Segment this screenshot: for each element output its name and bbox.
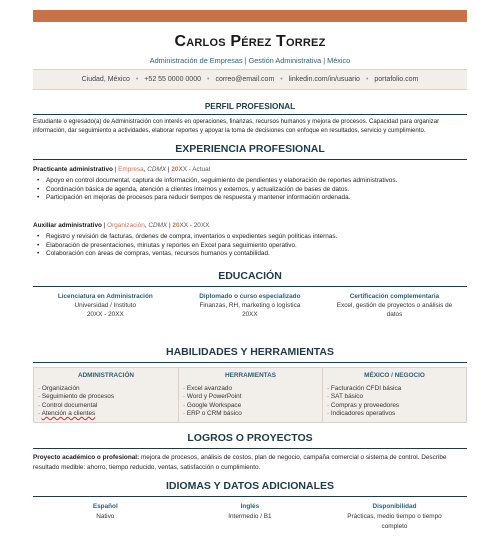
job-year-prefix: 20 [172, 222, 180, 229]
skills-column-heading: HERRAMIENTAS [224, 372, 276, 379]
contact-bar [33, 69, 467, 90]
contact-separator: • [135, 76, 139, 83]
job-dates: XX - 20XX [179, 222, 210, 229]
skill-item: · Indicadores operativos [327, 410, 396, 417]
projects-text-block [33, 453, 467, 472]
education-title: Licenciatura en Administración [57, 293, 153, 300]
language-detail: Intermedio / B1 [228, 513, 272, 520]
contact-phone[interactable]: +52 55 0000 0000 [144, 76, 201, 83]
bullet-text: Participación en mejoras de procesos para reducir tiempos de respuesta y mantener información ordenada. [46, 194, 351, 201]
bullet-dot: • [37, 241, 40, 249]
profile-rule [33, 114, 467, 115]
contact-separator: • [365, 76, 369, 83]
job-separator: | [114, 166, 119, 173]
skill-item: · Facturación CFDI básica [327, 384, 402, 392]
skill-item: · Seguimiento de procesos [38, 393, 115, 400]
skill-item: · Google Workspace [183, 401, 242, 409]
job-separator: | [168, 222, 173, 229]
candidate-subtitle: Administración de Empresas | Gestión Administrativa | México [149, 56, 351, 65]
top-accent-bar [33, 10, 467, 22]
job-dates: XX - Actual [178, 166, 211, 173]
projects-rule [33, 448, 467, 449]
job-bullet [33, 242, 467, 251]
job-company: Organización [107, 222, 145, 229]
education-item [322, 293, 467, 319]
projects-label: Proyecto académico o profesional: [33, 454, 140, 461]
job-bullet [33, 233, 467, 242]
job-bullet [33, 194, 467, 203]
skills-column [34, 368, 178, 422]
education-list [33, 293, 467, 319]
job-bullet [33, 177, 467, 186]
languages-list [33, 502, 467, 532]
skills-heading: HABILIDADES Y HERRAMIENTAS [165, 346, 334, 358]
education-item [33, 293, 178, 319]
education-title: Diplomado o curso especializado [199, 293, 301, 300]
contact-portfolio[interactable]: portafolio.com [374, 76, 419, 83]
job-location: CDMX [148, 222, 168, 229]
bullet-text: Colaboración con áreas de compras, ventas, recursos humanos y contabilidad. [46, 250, 270, 257]
profile-heading: PERFIL PROFESIONAL [204, 102, 296, 111]
job-role: Auxiliar administrativo [33, 222, 102, 229]
skills-rule [33, 362, 467, 363]
projects-text: mejora de procesos, análisis de costos, plan de negocio, campaña comercial o sistema de control. Describe resultado medible: ahorro, tiempo reducido, ventas, satisfacción o cumplimiento. [33, 454, 447, 471]
job-separator: | [103, 222, 108, 229]
bullet-dot: • [37, 233, 40, 240]
language-detail: Nativo [96, 513, 115, 520]
language-item [178, 502, 323, 532]
contact-separator: • [206, 76, 210, 83]
language-title: Disponibilidad [372, 503, 417, 510]
education-detail: Universidad / Instituto [74, 301, 137, 309]
skill-item: · ERP o CRM básico [183, 410, 242, 417]
profile-text: Estudiante o egresado(a) de Administración con interés en operaciones, finanzas, recursos humanos y mejora de procesos. Capacidad para organizar información, dar seguimiento a actividades, elaborar reportes y apoyar la toma de decisiones con enfoque en resultados, servicio y cumplimiento. [33, 118, 440, 134]
bullet-text: Elaboración de presentaciones, minutas y reportes en Excel para seguimiento operativo. [46, 241, 297, 249]
language-item [33, 502, 178, 532]
bullet-dot: • [37, 177, 40, 184]
contact-linkedin[interactable]: linkedin.com/in/usuario [288, 76, 360, 83]
contact-separator: • [280, 76, 283, 83]
job-role: Practicante administrativo [33, 166, 113, 173]
language-detail: completo [381, 523, 408, 530]
skill-item: · Compras y proveedores [327, 401, 400, 409]
languages-rule [33, 496, 467, 497]
education-detail: datos [386, 310, 403, 318]
skill-item: · Atención a clientes [38, 410, 96, 417]
skills-column-heading: ADMINISTRACIÓN [77, 372, 135, 379]
contact-email[interactable]: correo@email.com [215, 76, 275, 83]
job-header [33, 166, 467, 173]
skill-item: · Excel avanzado [183, 384, 233, 392]
bullet-dot: • [37, 185, 40, 193]
job-location: CDMX [147, 166, 167, 173]
languages-heading: IDIOMAS Y DATOS ADICIONALES [165, 480, 335, 492]
skills-column [322, 368, 466, 422]
language-detail: Prácticas, medio tiempo o tiempo [347, 513, 442, 520]
job-bullets [33, 177, 467, 203]
education-item [178, 293, 323, 319]
candidate-name: Carlos Pérez Torrez [174, 33, 326, 50]
education-heading: EDUCACIÓN [218, 270, 282, 282]
skills-column [178, 368, 322, 422]
education-rule [33, 286, 467, 287]
job-separator: | [167, 166, 172, 173]
contact-location: Ciudad, México [81, 76, 130, 83]
experience-heading: EXPERIENCIA PROFESIONAL [175, 143, 325, 155]
bullet-text: Coordinación básica de agenda, atención a clientes internos y externos, y actualización de bases de datos. [46, 185, 350, 193]
job-comma: , [143, 166, 148, 173]
skills-panel [33, 367, 467, 423]
job-bullet [33, 186, 467, 195]
projects-heading: LOGROS O PROYECTOS [187, 432, 313, 444]
bullet-dot: • [37, 194, 40, 201]
job-comma: , [144, 222, 149, 229]
job-company: Empresa [118, 166, 144, 173]
language-item [322, 502, 467, 532]
bullet-dot: • [37, 250, 40, 257]
education-detail: Excel, gestión de proyectos o análisis de [336, 301, 453, 309]
bullet-text: Apoyo en control documental, captura de información, seguimiento de pendientes y elaboración de reportes administrativos. [46, 177, 398, 184]
skill-item: · Control documental [38, 401, 98, 409]
job-header [33, 222, 467, 229]
skill-item: · Word y PowerPoint [183, 393, 242, 400]
language-title: Español [92, 503, 118, 510]
bullet-text: Registro y revisión de facturas, órdenes de compra, inventarios o expedientes según políticas internas. [46, 233, 338, 240]
skill-item: · SAT básico [327, 393, 363, 400]
job-bullets [33, 233, 467, 259]
job-bullet [33, 250, 467, 259]
language-title: Inglés [240, 503, 260, 510]
education-detail: Finanzas, RH, marketing o logística [199, 301, 301, 309]
education-title: Certificación complementaria [349, 293, 440, 300]
skill-item: · Organización [38, 384, 80, 392]
skills-column-heading: MÉXICO / NEGOCIO [364, 372, 425, 379]
experience-rule [33, 159, 467, 160]
job-year-prefix: 20 [171, 166, 179, 173]
education-detail: 20XX [242, 310, 258, 318]
education-detail: 20XX - 20XX [86, 310, 124, 318]
